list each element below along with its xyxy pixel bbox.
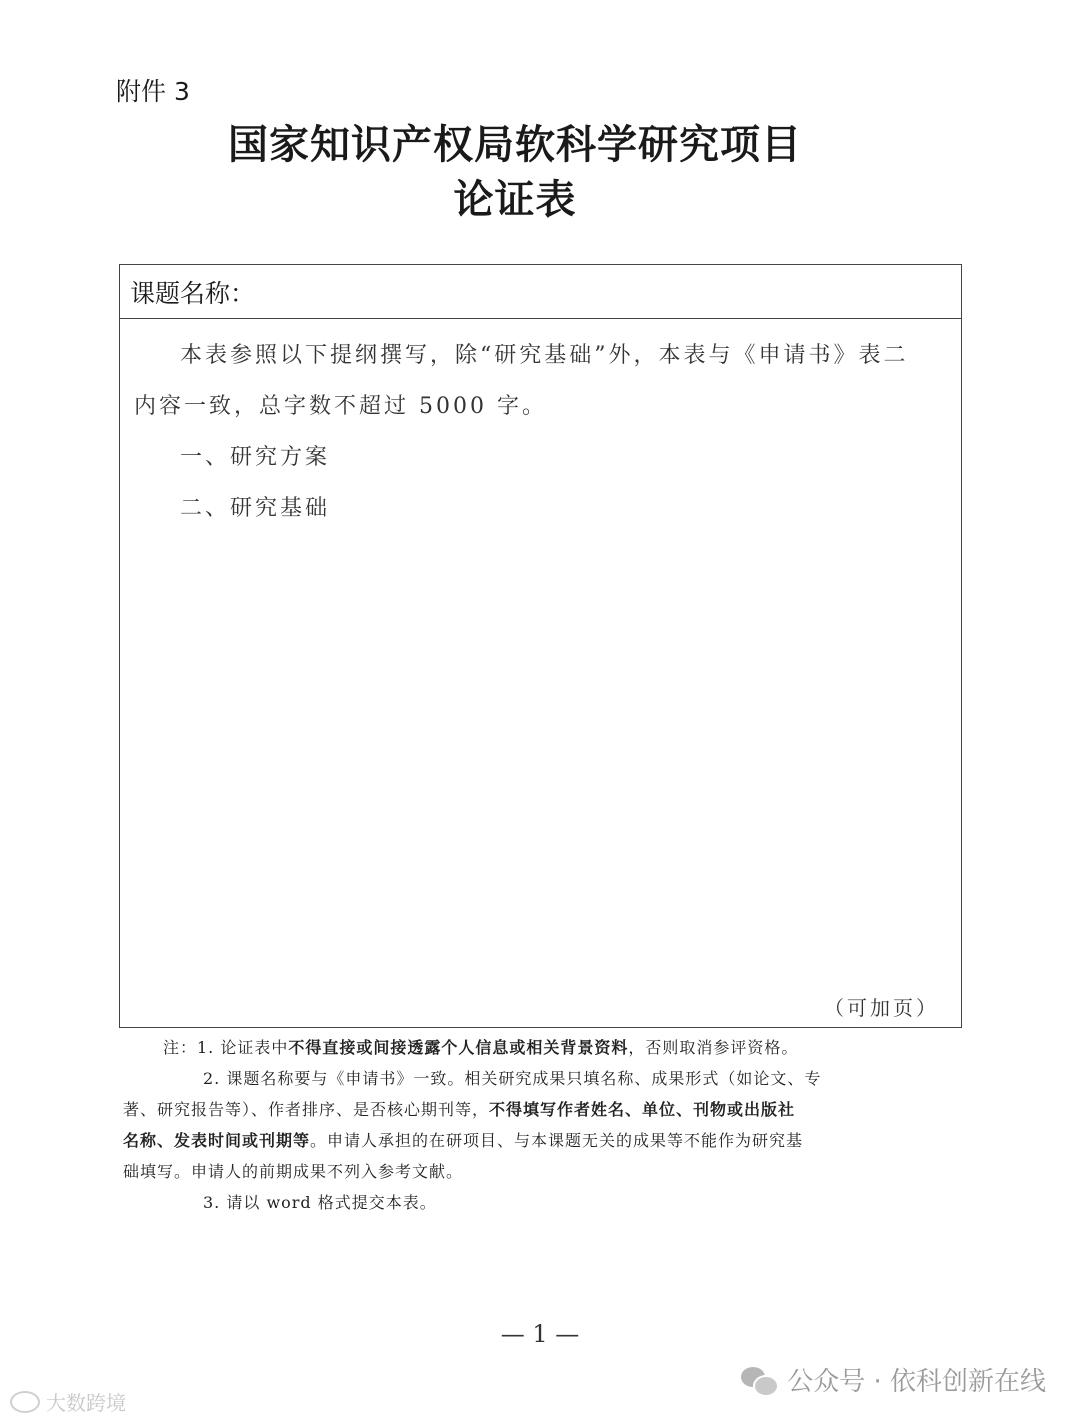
watermark-right bbox=[741, 1361, 1046, 1398]
weibo-icon bbox=[10, 1391, 40, 1413]
note-1-suffix: ，否则取消参评资格。 bbox=[628, 1038, 799, 1057]
note-2-line1: 2. 课题名称要与《申请书》一致。相关研究成果只填名称、成果形式（如论文、专 bbox=[203, 1069, 822, 1088]
note-1-bold: 不得直接或间接透露个人信息或相关背景资料 bbox=[288, 1038, 629, 1057]
notes-section bbox=[123, 1032, 928, 1218]
note-2-line4: 础填写。申请人的前期成果不列入参考文献。 bbox=[123, 1162, 464, 1181]
document-title: 国家知识产权局软科学研究项目 bbox=[228, 121, 802, 168]
note-2-line3 bbox=[123, 1125, 928, 1156]
note-2-line2 bbox=[123, 1094, 928, 1125]
intro-text-line1: 本表参照以下提纲撰写，除“研究基础”外，本表与《申请书》表二 bbox=[180, 343, 909, 368]
watermark-left-text: 大数跨境 bbox=[46, 1391, 126, 1415]
wechat-icon bbox=[741, 1365, 777, 1395]
note-3: 3. 请以 word 格式提交本表。 bbox=[203, 1193, 437, 1212]
topic-label: 课题名称： bbox=[130, 278, 256, 308]
note-2-line3-suffix: 。申请人承担的在研项目、与本课题无关的成果等不能作为研究基 bbox=[310, 1131, 804, 1150]
note-1 bbox=[163, 1032, 928, 1063]
document-subtitle: 论证表 bbox=[453, 176, 577, 223]
outline-item-research-plan: 一、研究方案 bbox=[180, 445, 331, 470]
watermark-right-text: 公众号 · 依科创新在线 bbox=[787, 1367, 1046, 1397]
intro-text-line2: 内容一致，总字数不超过 5000 字。 bbox=[134, 394, 547, 419]
attachment-label: 附件 3 bbox=[116, 77, 190, 106]
note-2-line2-prefix: 著、研究报告等）、作者排序、是否核心期刊等， bbox=[123, 1100, 490, 1119]
topic-row bbox=[120, 265, 961, 319]
note-1-prefix: 注：1. 论证表中 bbox=[163, 1038, 289, 1057]
note-2-line3-bold: 名称、发表时间或刊期等 bbox=[123, 1131, 311, 1150]
add-page-note: （可加页） bbox=[824, 996, 939, 1020]
page-number: — 1 — bbox=[500, 1320, 580, 1348]
note-2-line2-bold: 不得填写作者姓名、单位、刊物或出版社 bbox=[489, 1100, 796, 1119]
watermark-left bbox=[10, 1387, 126, 1416]
outline-item-research-foundation: 二、研究基础 bbox=[180, 496, 331, 521]
form-table bbox=[119, 264, 962, 1028]
